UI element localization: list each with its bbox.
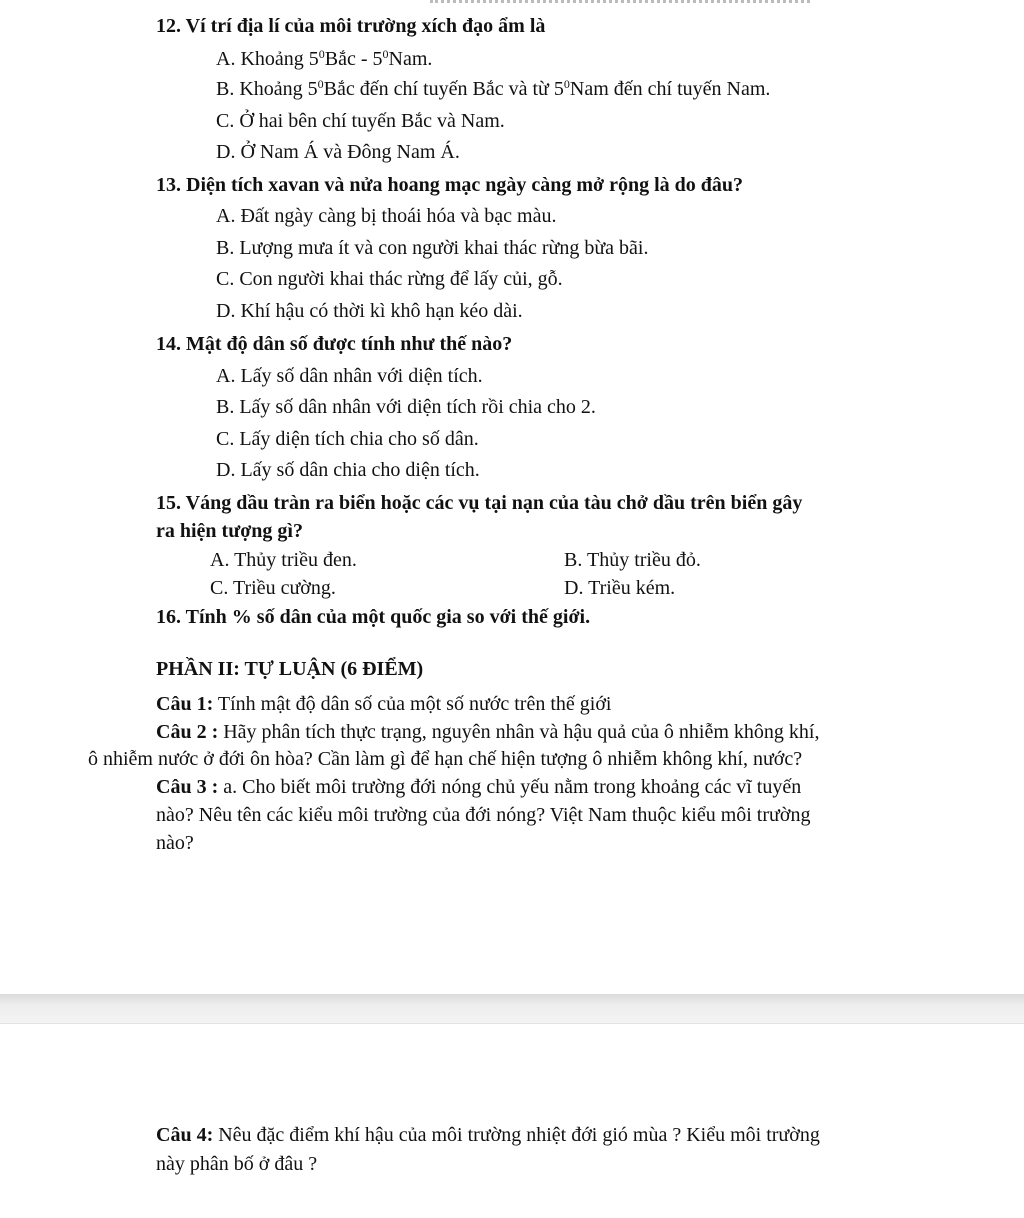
question-12-title: 12. Ví trí địa lí của môi trường xích đạo ẩm là [156,15,546,37]
question-13-option-c: C. Con người khai thác rừng để lấy củi, gỗ. [216,268,563,290]
essay-question-3-line-3: nào? [156,832,194,854]
question-15-option-a: A. Thủy triều đen. [210,549,357,571]
question-12-option-b: B. Khoảng $5^0Bắc$ đến chí tuyến Bắc và từ $5^0Nam$ đến chí tuyến Nam. [216,77,771,100]
essay-question-2-line-1: Câu 2 : Hãy phân tích thực trạng, nguyên nhân và hậu quả của ô nhiễm không khí, [156,721,820,743]
essay-question-4-line-1: Câu 4: Nêu đặc điểm khí hậu của môi trường nhiệt đới gió mùa ? Kiểu môi trường [156,1124,820,1146]
question-14-option-d: D. Lấy số dân chia cho diện tích. [216,459,480,481]
essay-question-4-line-2: này phân bố ở đâu ? [156,1153,318,1175]
question-14-option-c: C. Lấy diện tích chia cho số dân. [216,428,479,450]
question-13-title: 13. Diện tích xavan và nửa hoang mạc ngày càng mở rộng là do đâu? [156,174,744,196]
question-15-option-b: B. Thủy triều đỏ. [564,549,701,571]
question-14-title: 14. Mật độ dân số được tính như thế nào? [156,333,513,355]
essay-question-3-line-2: nào? Nêu tên các kiểu môi trường của đới nóng? Việt Nam thuộc kiểu môi trường [156,804,811,826]
question-15-title-line-2: ra hiện tượng gì? [156,520,303,542]
part-2-heading: PHẦN II: TỰ LUẬN (6 ĐIỂM) [156,658,424,680]
question-13-option-a: A. Đất ngày càng bị thoái hóa và bạc màu. [216,205,557,227]
question-13-option-d: D. Khí hậu có thời kì khô hạn kéo dài. [216,300,523,322]
page-separator [0,994,1024,1024]
question-15-option-d: D. Triều kém. [564,577,676,599]
essay-question-2-line-2: ô nhiễm nước ở đới ôn hòa? Cần làm gì để hạn chế hiện tượng ô nhiễm không khí, nước? [88,748,803,770]
question-12-option-d: D. Ở Nam Á và Đông Nam Á. [216,141,460,163]
question-15-title-line-1: 15. Váng dầu tràn ra biển hoặc các vụ tại nạn của tàu chở dầu trên biển gây [156,492,803,514]
essay-question-3-line-1: Câu 3 : a. Cho biết môi trường đới nóng chủ yếu nằm trong khoảng các vĩ tuyến [156,776,802,798]
question-14-option-a: A. Lấy số dân nhân với diện tích. [216,365,483,387]
question-15-option-c: C. Triều cường. [210,577,336,599]
question-16-title: 16. Tính % số dân của một quốc gia so với thế giới. [156,606,591,628]
document-page-2 [0,1024,1024,1218]
essay-question-1: Câu 1: Tính mật độ dân số của một số nước trên thế giới [156,693,612,715]
previous-text-fragment [430,0,810,7]
question-12-option-c: C. Ở hai bên chí tuyến Bắc và Nam. [216,110,505,132]
question-12-option-a: A. Khoảng $5^0Bắc - 5^0Nam$. [216,47,433,70]
question-13-option-b: B. Lượng mưa ít và con người khai thác rừng bừa bãi. [216,237,649,259]
question-14-option-b: B. Lấy số dân nhân với diện tích rồi chia cho 2. [216,396,596,418]
